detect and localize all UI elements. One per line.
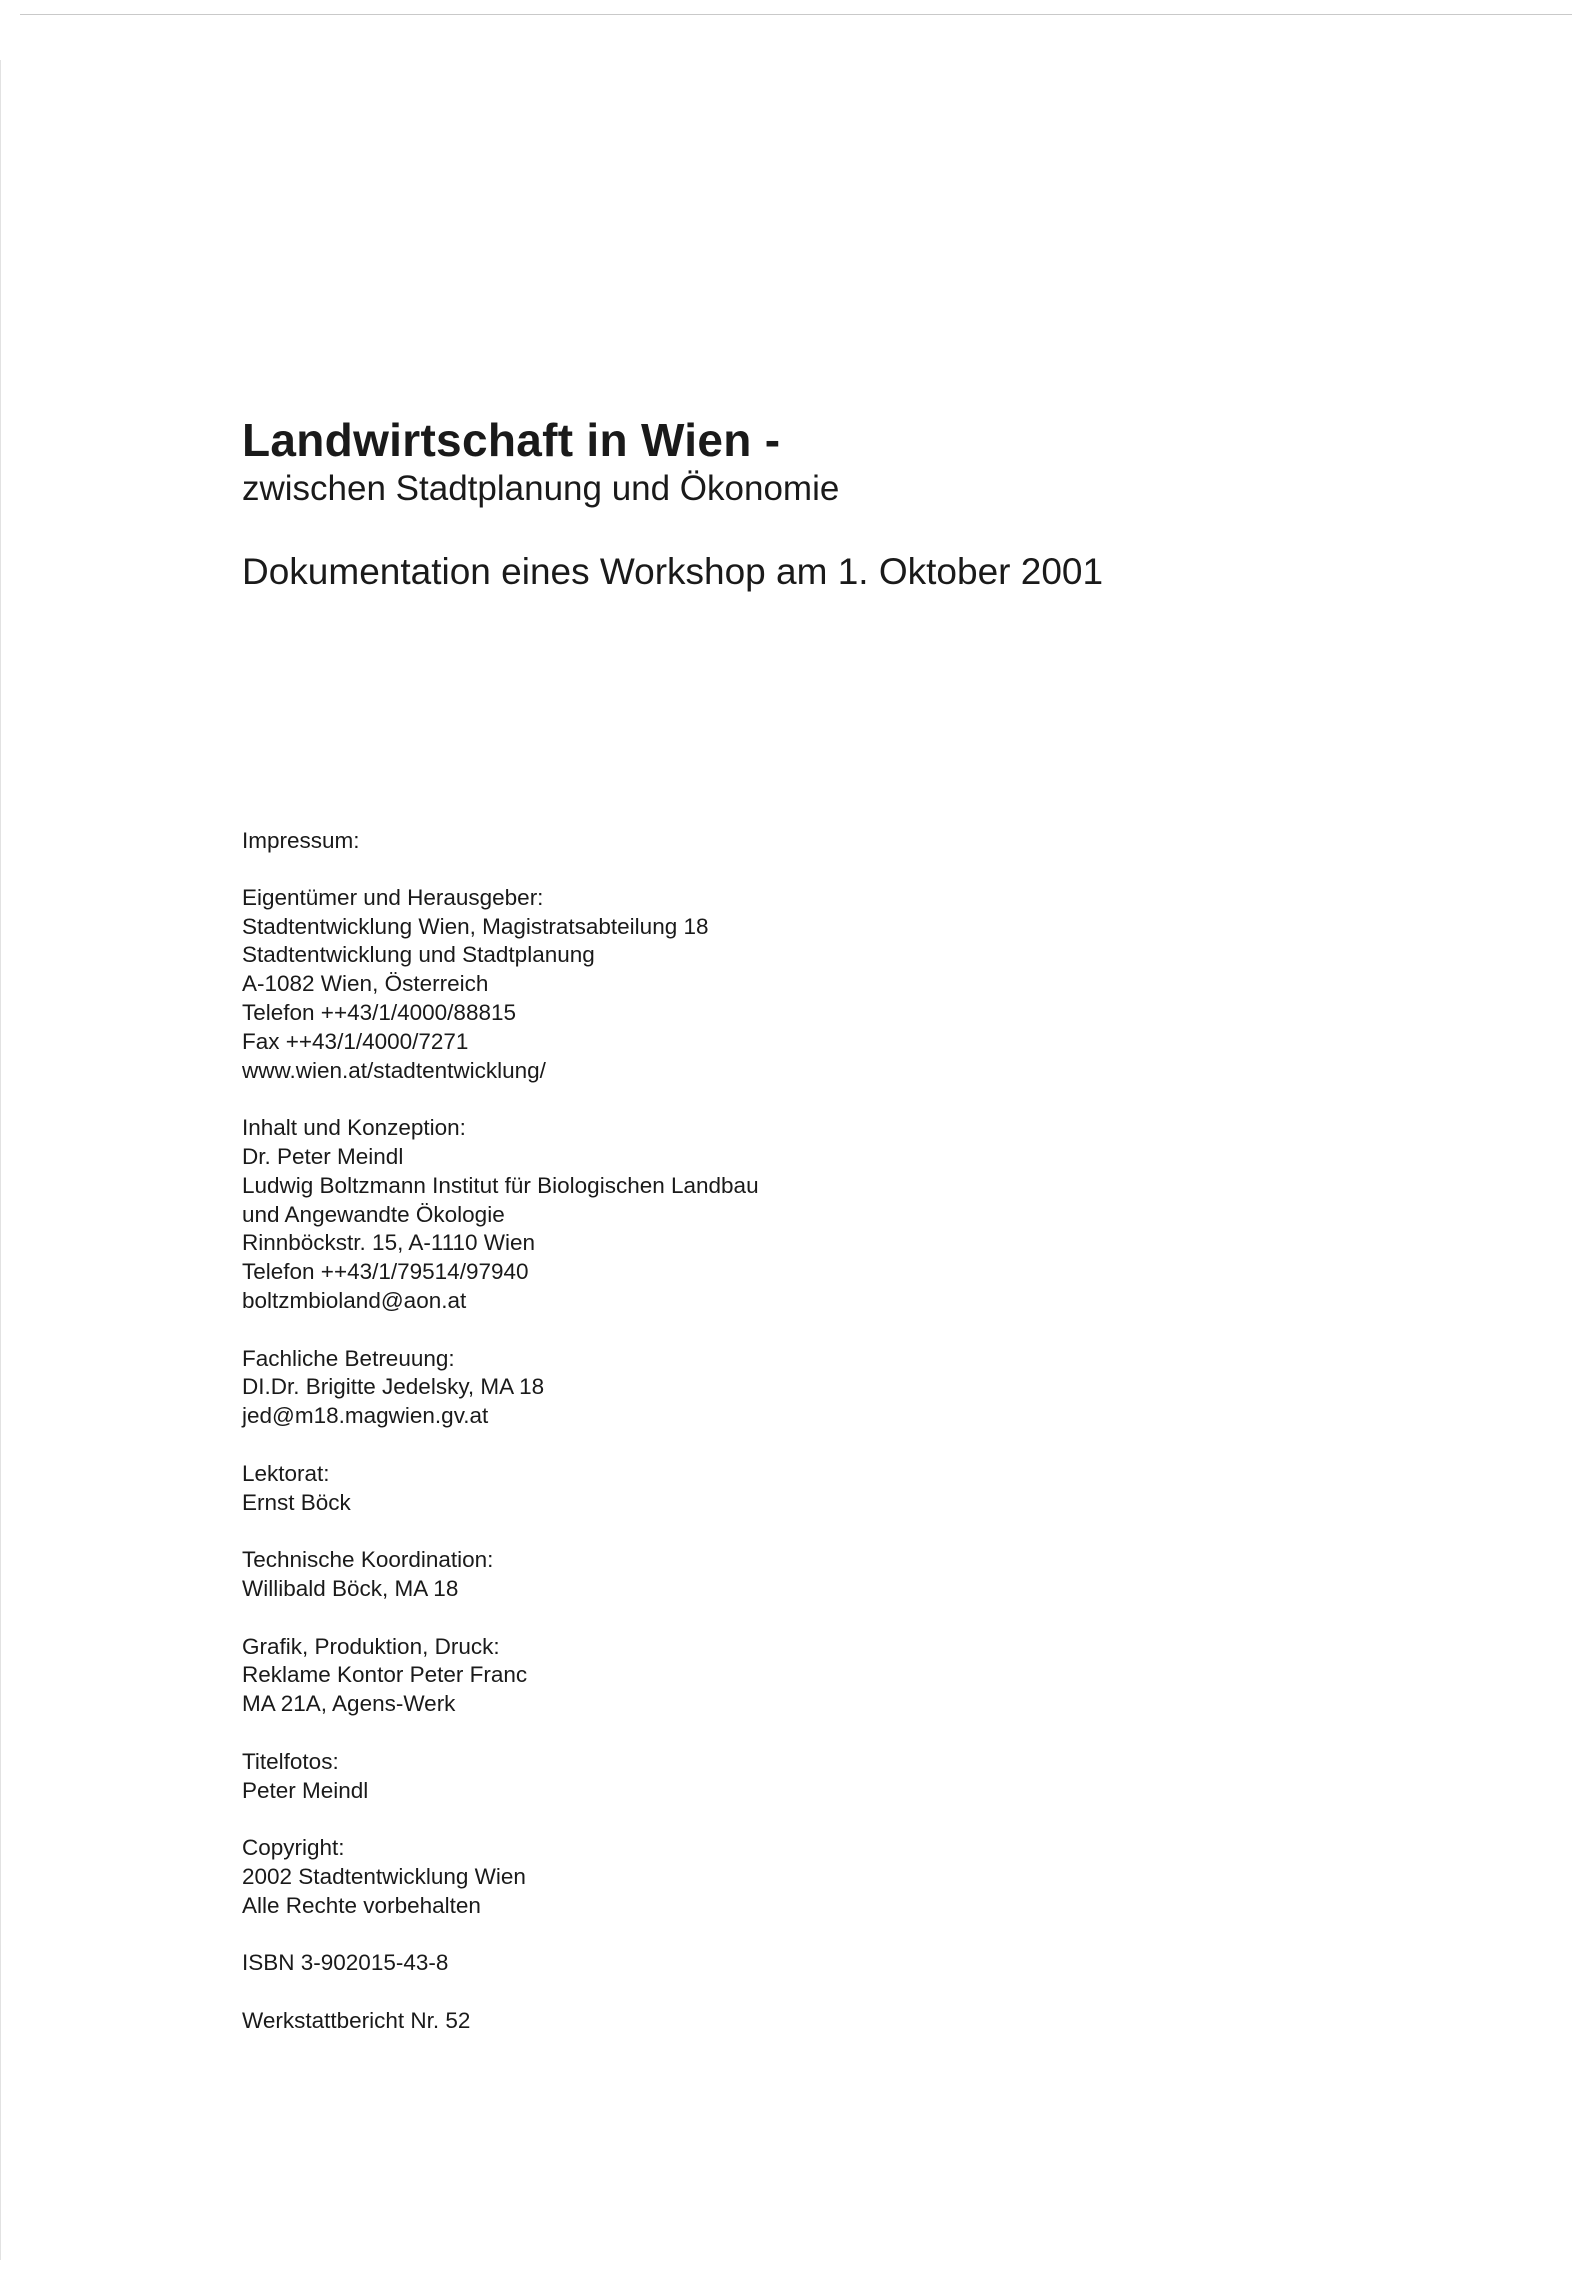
content-institute: Ludwig Boltzmann Institut für Biologischen Landbau — [242, 1172, 759, 1198]
copyright-label: Copyright: — [242, 1835, 345, 1861]
production-agency: Reklame Kontor Peter Franc — [242, 1662, 528, 1688]
page-title: Landwirtschaft in Wien - — [242, 414, 781, 466]
title-block — [242, 412, 1442, 594]
imprint-section-isbn — [242, 1949, 1442, 1978]
imprint-section-copyright — [242, 1834, 1442, 1920]
photos-name: Peter Meindl — [242, 1777, 369, 1803]
photos-label: Titelfotos: — [242, 1748, 339, 1774]
imprint-section-content — [242, 1114, 1442, 1316]
imprint-section-photos — [242, 1748, 1442, 1806]
imprint-section-editing — [242, 1460, 1442, 1518]
imprint-section-coordination — [242, 1546, 1442, 1604]
publisher-phone: Telefon ++43/1/4000/88815 — [242, 999, 516, 1025]
content-author: Dr. Peter Meindl — [242, 1143, 404, 1169]
imprint-heading: Impressum: — [242, 828, 360, 853]
content-email: boltzmbioland@aon.at — [242, 1287, 467, 1313]
imprint-section-report-number — [242, 2007, 1442, 2036]
imprint-section-production — [242, 1633, 1442, 1719]
top-border-line — [20, 14, 1572, 15]
publisher-department: Stadtentwicklung und Stadtplanung — [242, 942, 595, 968]
publisher-address: A-1082 Wien, Österreich — [242, 971, 489, 997]
publisher-name: Stadtentwicklung Wien, Magistratsabteilung 18 — [242, 913, 709, 939]
editing-label: Lektorat: — [242, 1460, 330, 1486]
production-printer: MA 21A, Agens-Werk — [242, 1691, 456, 1717]
copyright-holder: 2002 Stadtentwicklung Wien — [242, 1863, 526, 1889]
imprint-block — [242, 827, 1442, 2064]
report-number: Werkstattbericht Nr. 52 — [242, 2007, 471, 2033]
supervision-label: Fachliche Betreuung: — [242, 1345, 455, 1371]
publisher-website: www.wien.at/stadtentwicklung/ — [242, 1057, 546, 1083]
publisher-fax: Fax ++43/1/4000/7271 — [242, 1028, 469, 1054]
isbn: ISBN 3-902015-43-8 — [242, 1950, 449, 1976]
content-address: Rinnböckstr. 15, A-1110 Wien — [242, 1230, 536, 1256]
page-subtitle: zwischen Stadtplanung und Ökonomie — [242, 469, 840, 508]
coordination-label: Technische Koordination: — [242, 1547, 494, 1573]
copyright-rights: Alle Rechte vorbehalten — [242, 1892, 481, 1918]
supervision-name: DI.Dr. Brigitte Jedelsky, MA 18 — [242, 1374, 545, 1400]
editing-name: Ernst Böck — [242, 1489, 351, 1515]
imprint-section-supervision — [242, 1345, 1442, 1431]
left-scan-edge — [0, 60, 1, 2260]
content-phone: Telefon ++43/1/79514/97940 — [242, 1259, 529, 1285]
production-label: Grafik, Produktion, Druck: — [242, 1633, 500, 1659]
content-institute-cont: und Angewandte Ökologie — [242, 1201, 505, 1227]
coordination-name: Willibald Böck, MA 18 — [242, 1575, 459, 1601]
imprint-section-publisher — [242, 884, 1442, 1086]
supervision-email: jed@m18.magwien.gv.at — [242, 1403, 489, 1429]
documentation-line: Dokumentation eines Workshop am 1. Oktober 2001 — [242, 551, 1104, 592]
publisher-label: Eigentümer und Herausgeber: — [242, 884, 544, 910]
content-label: Inhalt und Konzeption: — [242, 1115, 466, 1141]
